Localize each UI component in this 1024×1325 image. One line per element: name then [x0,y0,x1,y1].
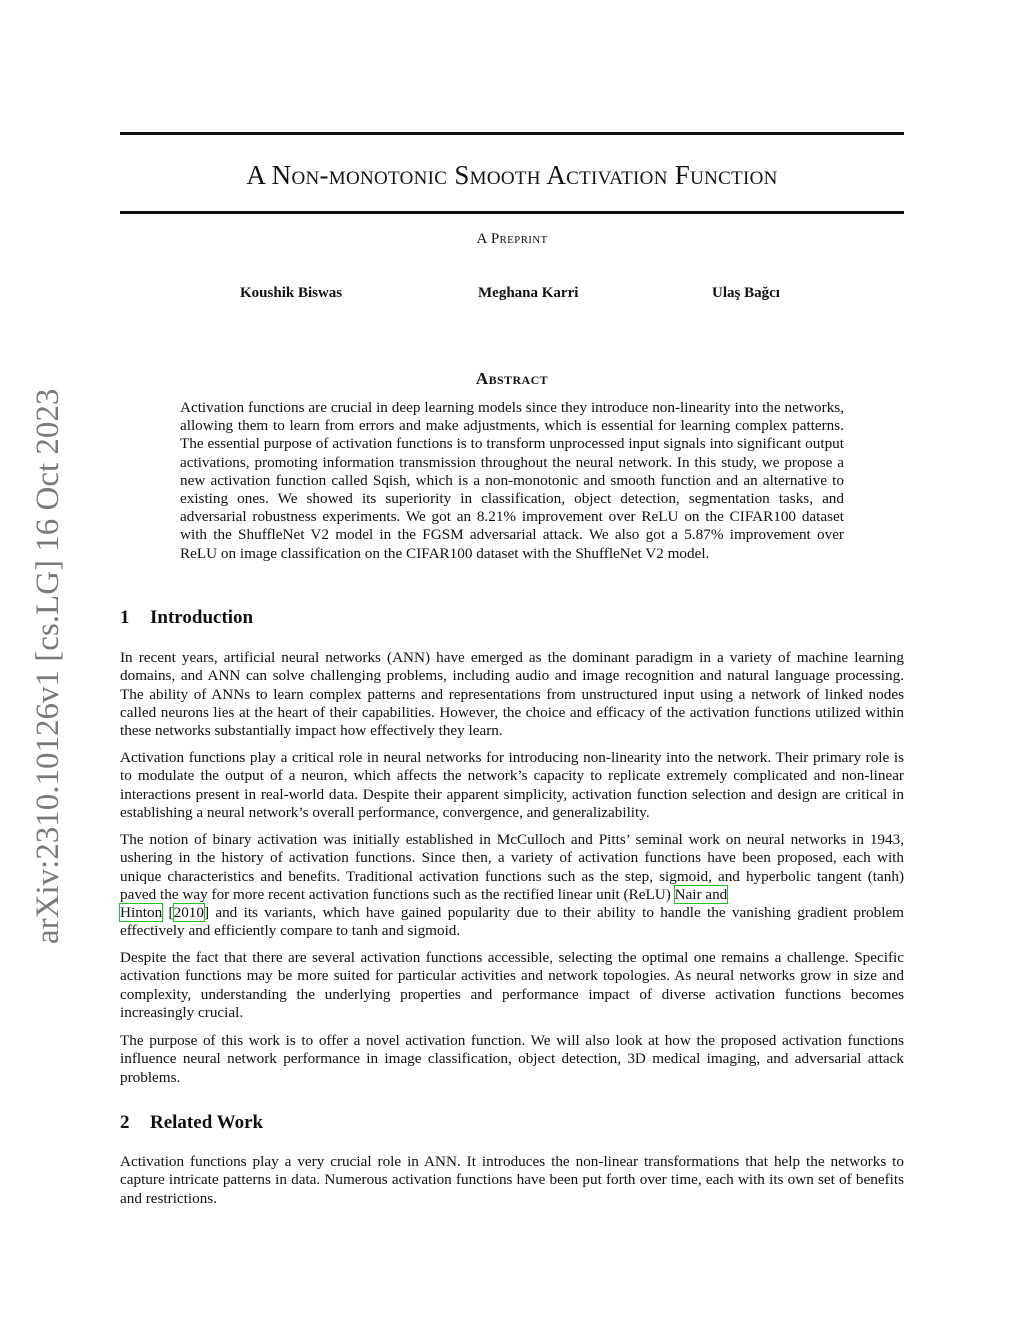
title-rule-top [120,132,904,135]
section-heading-related-work [120,1112,263,1134]
section-number: 2 [120,1112,130,1133]
body-paragraph: In recent years, artificial neural networks (ANN) have emerged as the dominant paradigm in a variety of machine learning domains, and ANN can solve challenging problems, including audio and image recognition and natural language processing. The ability of ANNs to learn complex patterns and representations from unstructured input using a network of linked nodes called neurons lies at the heart of their capabilities. However, the choice and efficacy of the activation functions utilized within these networks substantially impact how effectively they learn. [120,649,904,740]
section-title: Introduction [150,607,254,628]
author-name: Ulaş Bağcı [712,285,780,301]
section-title: Related Work [150,1112,264,1133]
paragraph-text: and its variants, which have gained popularity due to their ability to handle the vanishing gradient problem effectively and efficiently compare to tanh and sigmoid. [120,904,904,940]
paper-title: A Non-monotonic Smooth Activation Function [246,160,778,190]
body-paragraph: The purpose of this work is to offer a novel activation function. We will also look at how the proposed activation functions influence neural network performance in image classification, object detection, 3D medical imaging, and adversarial attack problems. [120,1032,904,1086]
preprint-label: A Preprint [476,231,548,247]
arxiv-identifier-stamp: arXiv:2310.10126v1 [cs.LG] 16 Oct 2023 [30,388,66,944]
body-paragraph: Activation functions play a very crucial role in ANN. It introduces the non-linear transformations that help the networks to capture intricate patterns in data. Numerous activation functions have been put forth over time, each with its own set of benefits and restrictions. [120,1153,904,1207]
citation-authors: Nair and [674,885,728,903]
title-rule-bottom [120,211,904,214]
abstract-text: Activation functions are crucial in deep learning models since they introduce non-linearity into the networks, allowing them to learn from errors and make adjustments, which is essential for learning complex patterns. The essential purpose of activation functions is to transform unprocessed input signals into significant output activations, promoting information transmission throughout the neural network. In this study, we propose a new activation function called Sqish, which is a non-monotonic and smooth function and an alternative to existing ones. We showed its superiority in classification, object detection, segmentation tasks, and adversarial robustness experiments. We got an 8.21% improvement over ReLU on the CIFAR100 dataset with the ShuffleNet V2 model in the FGSM adversarial attack. We also got a 5.87% improvement over ReLU on image classification on the CIFAR100 dataset with the ShuffleNet V2 model. [180,399,844,562]
citation-authors: Hinton [120,904,163,922]
section-heading-introduction [120,607,253,629]
author-name: Koushik Biswas [240,285,343,301]
section-number: 1 [120,607,130,628]
abstract-heading: Abstract [475,369,549,388]
body-paragraph: Despite the fact that there are several activation functions accessible, selecting the optimal one remains a challenge. Specific activation functions may be more suited for particular activities and network topologies. As neural networks grow in size and complexity, understanding the underlying properties and performance impact of diverse activation functions becomes increasingly crucial. [120,949,904,1021]
body-paragraph: Activation functions play a critical role in neural networks for introducing non-linearity into the network. Their primary role is to modulate the output of a neuron, which affects the network’s capacity to replicate extremely complicated and non-linear interactions present in real-world data. Despite their apparent simplicity, activation function selection and design are critical in establishing a neural network’s overall performance, convergence, and generalizability. [120,749,904,821]
author-name: Meghana Karri [478,285,579,301]
citation-link-year[interactable]: 2010 [173,904,204,922]
paragraph-text: The notion of binary activation was initially established in McCulloch and Pitts’ seminal work on neural networks in 1943, ushering in the history of activation functions. Since then, a variety of activation functions have been proposed, each with unique characteristics and benefits. Traditional activation functions such as the step, sigmoid, and hyperbolic tangent (tanh) paved the way for more recent activation functions such as the rectified linear unit (ReLU) [120,831,904,903]
body-paragraph: The notion of binary activation was initially established in McCulloch and Pitts’ seminal work on neural networks in 1943, ushering in the history of activation functions. Since then, a variety of activation functions have been proposed, each with unique characteristics and benefits. Traditional activation functions such as the step, sigmoid, and hyperbolic tangent (tanh) paved the way for more recent activation functions such as the rectified linear unit (ReLU) Nair and Hinton [2010] and its variants, which have gained popularity due to their ability to handle the vanishing gradient problem effectively and efficiently compare to tanh and sigmoid. [120,831,904,940]
